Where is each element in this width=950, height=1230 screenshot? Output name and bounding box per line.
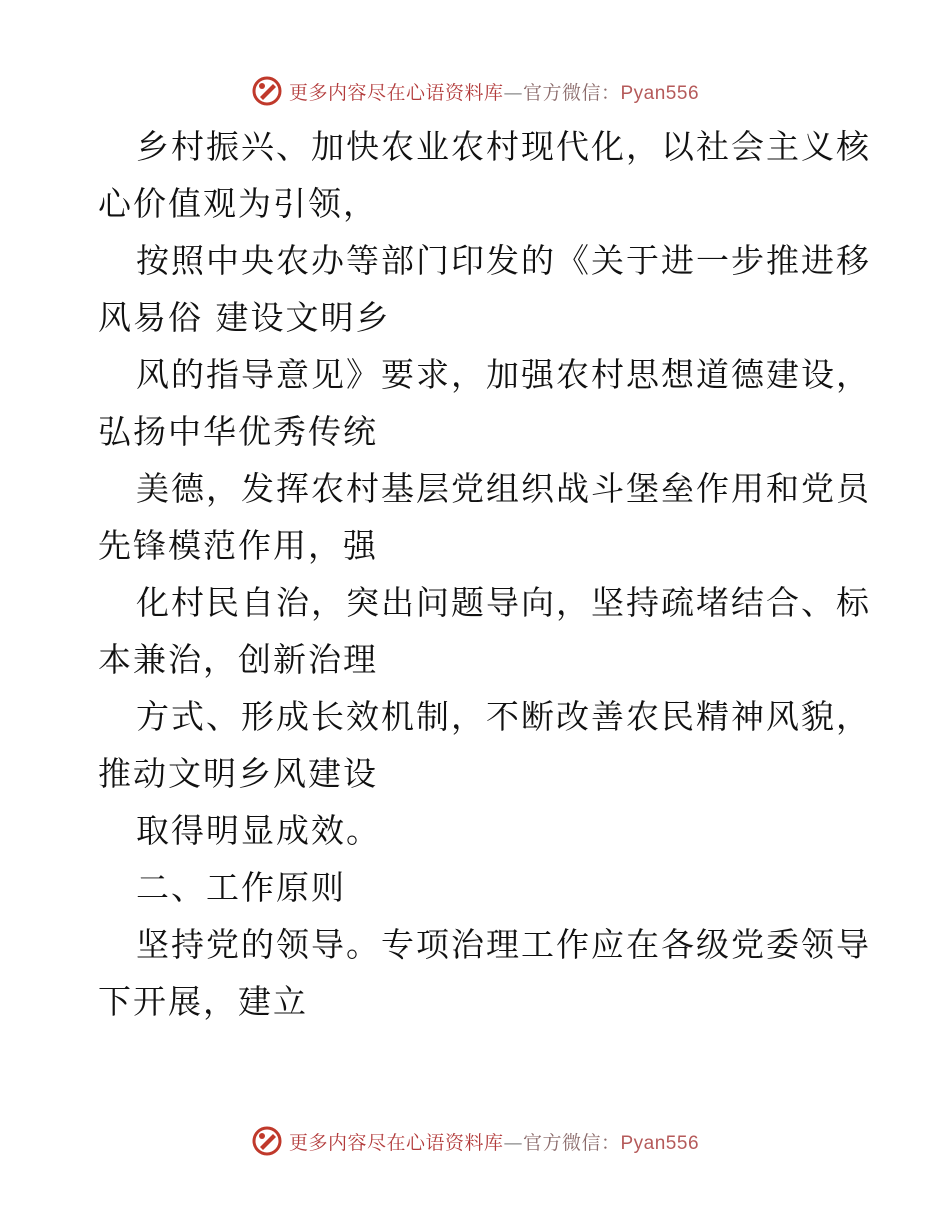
body-line: 方式、形成长效机制，不断改善农民精神风貌，	[136, 697, 871, 736]
header-official-label: 官方微信：	[522, 81, 621, 104]
body-line: 本兼治，创新治理	[98, 640, 378, 679]
body-line: 按照中央农办等部门印发的《关于进一步推进移	[136, 241, 871, 280]
header-watermark-text	[289, 78, 699, 105]
body-line: 取得明显成效。	[136, 811, 381, 850]
footer-separator: —	[503, 1131, 523, 1154]
body-line: 弘扬中华优秀传统	[98, 412, 378, 451]
header-brand: 更多内容尽在心语资料库	[288, 81, 504, 104]
body-line: 坚持党的领导。专项治理工作应在各级党委领导	[136, 925, 871, 964]
body-line: 心价值观为引领，	[98, 184, 378, 223]
brand-logo-icon	[251, 75, 283, 107]
header-separator: —	[503, 81, 523, 104]
header-watermark	[0, 71, 950, 111]
section-heading: 二、工作原则	[136, 868, 346, 907]
body-line: 推动文明乡风建设	[98, 754, 378, 793]
footer-official-label: 官方微信：	[522, 1131, 621, 1154]
document-body	[98, 118, 871, 1030]
body-line: 先锋模范作用，强	[98, 526, 378, 565]
footer-brand: 更多内容尽在心语资料库	[288, 1131, 504, 1154]
body-line: 乡村振兴、加快农业农村现代化，以社会主义核	[136, 127, 871, 166]
footer-watermark	[0, 1121, 950, 1161]
footer-wechat-id: Pyan556	[620, 1132, 700, 1154]
body-line: 下开展，建立	[98, 982, 308, 1021]
header-wechat-id: Pyan556	[620, 82, 700, 104]
brand-logo-icon	[251, 1125, 283, 1157]
footer-watermark-text	[289, 1128, 699, 1155]
body-line: 风的指导意见》要求，加强农村思想道德建设，	[136, 355, 871, 394]
body-line: 美德，发挥农村基层党组织战斗堡垒作用和党员	[136, 469, 871, 508]
body-line: 风易俗 建设文明乡	[98, 298, 391, 337]
body-line: 化村民自治，突出问题导向，坚持疏堵结合、标	[136, 583, 871, 622]
